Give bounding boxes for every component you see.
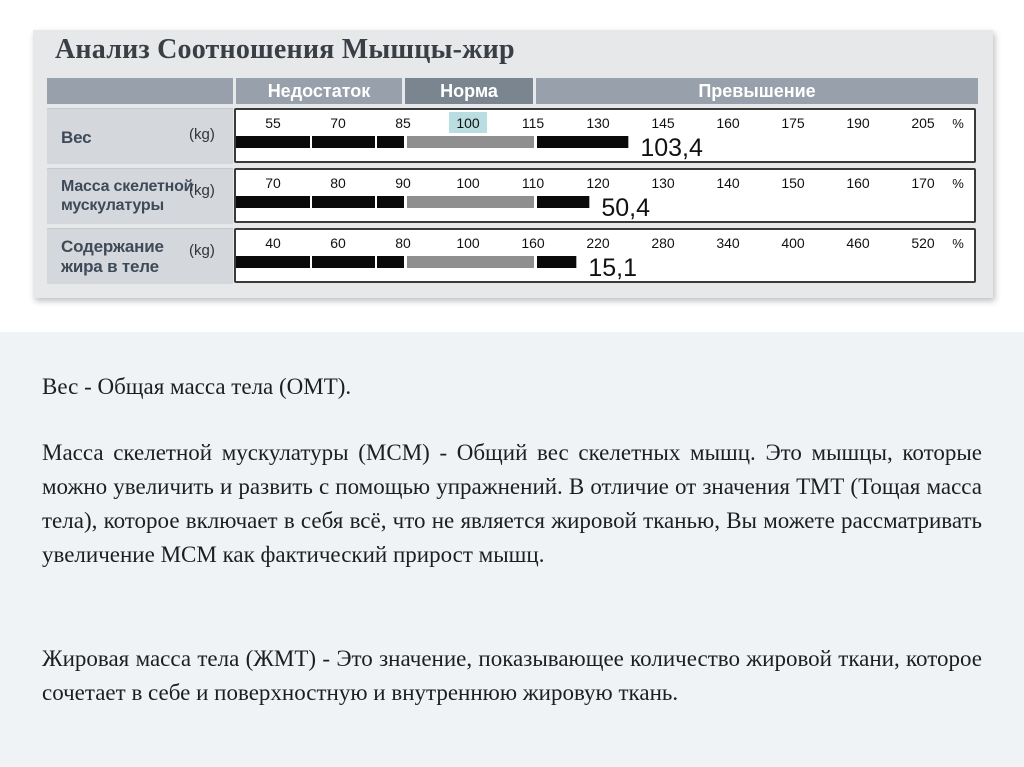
paragraph-smm-text: Масса скелетной мускулатуры (МСМ) - Общий вес скелетных мышц. Это мышцы, которые можно увеличить и развить с помощью упражнений. В отличие от значения ТМТ (Тощая масса тела), которое включает в себя всё, что не является жировой тканью, Вы можете рассматривать увеличение МСМ как фактический прирост мышц. [42,440,982,567]
description-area [0,332,1024,767]
bar-segment-under [236,136,404,148]
paragraph-smm [42,436,982,572]
tick-label: 40 [265,235,281,251]
bar-separator [375,136,377,148]
zone-header-normal: Норма [405,78,533,104]
tick-label: 100 [456,235,480,251]
bar-separator [375,256,377,268]
tick-label: 400 [781,235,805,251]
bar-separator [310,196,312,208]
tick-label: 55 [265,115,281,131]
tick-label: 60 [330,235,346,251]
tick-label: 90 [395,175,411,191]
zone-header-under: Недостаток [236,78,402,104]
tick-label: 520 [911,235,935,251]
tick-label: 170 [911,175,935,191]
tick-label: 70 [330,115,346,131]
row-name-line1: Масса скелетной [61,178,194,195]
row-name-line2: мускулатуры [61,197,164,214]
bar-segment-normal [407,136,534,148]
tick-label: 140 [716,175,740,191]
percent-unit: % [952,176,964,191]
tick-label: 150 [781,175,805,191]
row-name: Вес [61,128,92,147]
row-name-line2: жира в теле [61,257,159,276]
percent-unit: % [952,236,964,251]
tick-label: 205 [911,115,935,131]
tick-label: 160 [716,115,740,131]
paragraph-weight: Вес - Общая масса тела (ОМТ). [42,374,352,399]
value-label: 103,4 [640,134,703,162]
tick-label: 100 [456,175,480,191]
bar-segment-normal [407,256,534,268]
value-label: 50,4 [601,194,651,222]
zone-header-over: Превышение [536,78,978,104]
tick-label: 120 [586,175,610,191]
tick-label: 220 [586,235,610,251]
bar-segment-over [537,136,628,148]
tick-label: 130 [651,175,675,191]
muscle-fat-analysis-chart [33,30,993,298]
paragraph-fat [42,642,982,710]
value-label: 15,1 [588,254,638,282]
tick-label: 80 [395,235,411,251]
percent-unit: % [952,116,964,131]
tick-label: 340 [716,235,740,251]
tick-label: 85 [395,115,411,131]
tick-label: 110 [521,175,545,191]
chart-title: Анализ Соотношения Мышцы-жир [55,34,515,65]
bar-segment-normal [407,196,534,208]
tick-label: 175 [781,115,805,131]
row-name-line1: Содержание [61,237,164,256]
chart-marks [33,30,993,298]
tick-label: 70 [265,175,281,191]
tick-label: 130 [586,115,610,131]
chart-region [0,0,1024,332]
bar-separator [375,196,377,208]
tick-label: 80 [330,175,346,191]
row-unit: (kg) [189,242,215,259]
paragraph-fat-text: Жировая масса тела (ЖМТ) - Это значение, показывающее количество жировой ткани, которое сочетает в себе и поверхностную и внутреннюю жировую ткань. [42,646,982,705]
bar-segment-over [537,196,589,208]
tick-label: 115 [521,115,545,131]
bar-separator [310,256,312,268]
tick-label: 160 [521,235,545,251]
bar-segment-over [537,256,576,268]
row-unit: (kg) [189,182,215,199]
tick-label: 460 [846,235,870,251]
tick-label: 145 [651,115,675,131]
row-unit: (kg) [189,126,215,143]
tick-label: 160 [846,175,870,191]
bar-separator [310,136,312,148]
bar-segment-under [236,196,404,208]
tick-label: 190 [846,115,870,131]
tick-label: 280 [651,235,675,251]
bar-segment-under [236,256,404,268]
tick-label: 100 [456,115,480,131]
